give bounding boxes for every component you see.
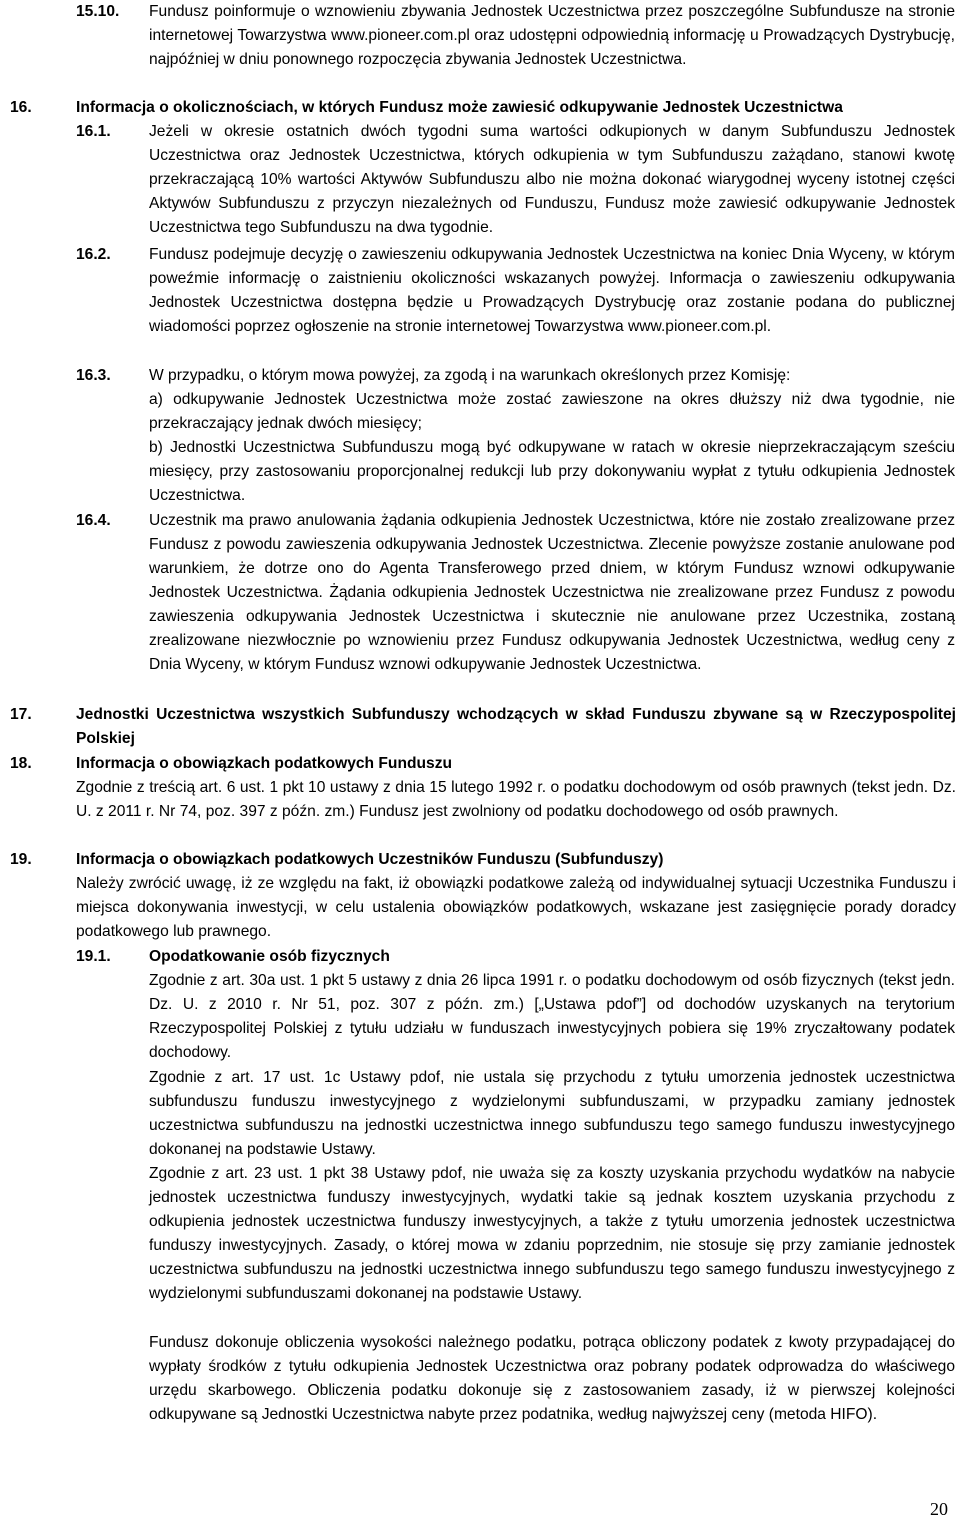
section-number: 18. [10,755,32,772]
section-number: 16.3. [76,367,111,384]
section-19-1-paragraph-2: Zgodnie z art. 17 ust. 1c Ustawy pdof, nie ustala się przychodu z tytułu umorzenia jednostek uczestnictwa subfunduszu funduszu inwestycyjnego z wydzielonymi subfunduszami, w przypadku zamiany jednostek uczestnictwa subfunduszu na jednostki uczestnictwa innego subfunduszu tego samego funduszu inwestycyjnego dokonanej na podstawie Ustawy. [149,1069,955,1158]
section-19-1-paragraph-1: Zgodnie z art. 30a ust. 1 pkt 5 ustawy z dnia 26 lipca 1991 r. o podatku dochodowym od osób fizycznych (tekst jedn. Dz. U. z 2010 r. Nr 51, poz. 307 z późn. zm.) [„Ustawa pdof”] od dochodów uzyskanych na terytorium Rzeczypospolitej Polskiej z tytułu udziału w funduszach inwestycyjnych pobiera się 19% zryczałtowany podatek dochodowy. [149,972,955,1061]
section-number: 16. [10,99,32,116]
section-number: 16.2. [76,246,111,263]
section-16-3-item-b: b) Jednostki Uczestnictwa Subfunduszu mogą być odkupywane w ratach w okresie nieprzekraczającym sześciu miesięcy, przy zastosowaniu proporcjonalnej redukcji lub przy dokonywaniu wypłat z tytułu odkupienia Jednostek Uczestnictwa. [149,439,955,504]
section-19-1-paragraph-3: Zgodnie z art. 23 ust. 1 pkt 38 Ustawy pdof, nie uważa się za koszty uzyskania przychodu wydatków na nabycie jednostek uczestnictwa funduszy inwestycyjnych, wydatki takie są jednak kosztem uzyskania przychodu z odkupienia jednostek uczestnictwa funduszy inwestycyjnych, a także z tytułu umorzenia jednostek uczestnictwa funduszy inwestycyjnych. Zasady, o której mowa w zdaniu poprzednim, nie stosuje się przy zamianie jednostek uczestnictwa subfunduszu na jednostki uczestnictwa innego subfunduszu tego samego funduszu inwestycyjnego z wydzielonymi subfunduszami dokonanej na podstawie Ustawy. [149,1165,955,1302]
section-number: 19.1. [76,948,111,965]
section-19-title: Informacja o obowiązkach podatkowych Uczestników Funduszu (Subfunduszy) [76,851,664,868]
section-17-title: Jednostki Uczestnictwa wszystkich Subfunduszy wchodzących w skład Funduszu zbywane są w Rzeczypospolitej Polskiej [76,706,956,747]
section-16-3-intro: W przypadku, o którym mowa powyżej, za zgodą i na warunkach określonych przez Komisję: [149,367,791,384]
section-number: 16.4. [76,512,111,529]
section-16-2-text: Fundusz podejmuje decyzję o zawieszeniu odkupywania Jednostek Uczestnictwa na koniec Dnia Wyceny, w którym poweźmie informację o zaistnieniu okoliczności wskazanych powyżej. Informacja o zawieszeniu odkupywania Jednostek Uczestnictwa dostępna będzie u Prowadzących Dystrybucję oraz zostanie podana do publicznej wiadomości poprzez ogłoszenie na stronie internetowej Towarzystwa www.pioneer.com.pl. [149,246,955,335]
section-15-10-text: Fundusz poinformuje o wznowieniu zbywania Jednostek Uczestnictwa przez poszczególne Subfundusze na stronie internetowej Towarzystwa www.pioneer.com.pl oraz udostępni odpowiednią informację u Prowadzących Dystrybucję, najpóźniej w dniu ponownego rozpoczęcia zbywania Jednostek Uczestnictwa. [149,3,955,68]
section-16-title: Informacja o okolicznościach, w których Fundusz może zawiesić odkupywanie Jednostek Uczestnictwa [76,99,843,116]
section-number: 19. [10,851,32,868]
section-18-title: Informacja o obowiązkach podatkowych Funduszu [76,755,453,772]
section-number: 16.1. [76,123,111,140]
section-19-1-title: Opodatkowanie osób fizycznych [149,948,390,965]
section-number: 15.10. [76,3,120,20]
section-16-4-text: Uczestnik ma prawo anulowania żądania odkupienia Jednostek Uczestnictwa, które nie zostało zrealizowane przez Fundusz z powodu zawieszenia odkupywania Jednostek Uczestnictwa. Zlecenie powyższe zostanie anulowane pod warunkiem, że dotrze ono do Agenta Transferowego przed dniem, w którym Fundusz wznowi odkupywanie Jednostek Uczestnictwa. Żądania odkupienia Jednostek Uczestnictwa nie zrealizowane przez Fundusz z powodu zawieszenia odkupywania Jednostek Uczestnictwa i skutecznie nie anulowane przez Uczestnika, zostaną zrealizowane niezwłocznie po wznowieniu przez Fundusz odkupywania Jednostek Uczestnictwa, według ceny z Dnia Wyceny, w którym Fundusz wznowi odkupywanie Jednostek Uczestnictwa. [149,512,955,673]
section-16-1-text: Jeżeli w okresie ostatnich dwóch tygodni suma wartości odkupionych w danym Subfunduszu Jednostek Uczestnictwa oraz Jednostek Uczestnictwa, których odkupienia w tym Subfunduszu zażądano, stanowi kwotę przekraczającą 10% wartości Aktywów Subfunduszu albo nie można dokonać wiarygodnej wyceny istotnej części Aktywów Subfunduszu z przyczyn niezależnych od Funduszu, Fundusz może zawiesić odkupywanie Jednostek Uczestnictwa tego Subfunduszu na dwa tygodnie. [149,123,955,236]
section-19-1-paragraph-4: Fundusz dokonuje obliczenia wysokości należnego podatku, potrąca obliczony podatek z kwoty przypadającej do wypłaty środków z tytułu odkupienia Jednostek Uczestnictwa oraz pobrany podatek odprowadza do właściwego urzędu skarbowego. Obliczenia podatku dokonuje się z zastosowaniem zasady, iż w pierwszej kolejności odkupywane są Jednostki Uczestnictwa nabyte przez podatnika, według najwyższej ceny (metoda HIFO). [149,1334,955,1423]
section-number: 17. [10,706,32,723]
section-18-text: Zgodnie z treścią art. 6 ust. 1 pkt 10 ustawy z dnia 15 lutego 1992 r. o podatku dochodowym od osób prawnych (tekst jedn. Dz. U. z 2011 r. Nr 74, poz. 397 z późn. zm.) Fundusz jest zwolniony od podatku dochodowego od osób prawnych. [76,779,956,820]
section-16-3-item-a: a) odkupywanie Jednostek Uczestnictwa może zostać zawieszone na okres dłuższy niż dwa tygodnie, nie przekraczający jednak dwóch miesięcy; [149,391,955,432]
page-number: 20 [930,1499,948,1519]
section-19-text: Należy zwrócić uwagę, iż ze względu na fakt, iż obowiązki podatkowe zależą od indywidualnej sytuacji Uczestnika Funduszu i miejsca dokonywania inwestycji, w celu ustalenia obowiązków podatkowych, wskazane jest zasięgnięcie porady doradcy podatkowego lub prawnego. [76,875,956,940]
